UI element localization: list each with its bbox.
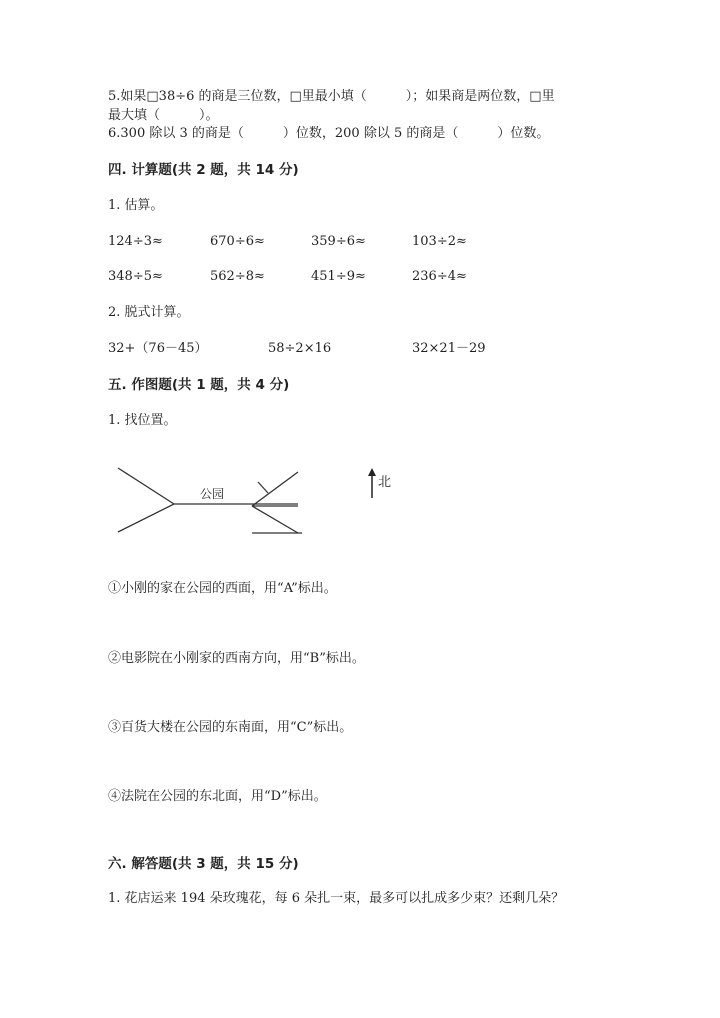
map-road [252, 506, 298, 533]
section-5-title: 五. 作图题(共 1 题，共 4 分) [108, 377, 290, 393]
north-label: 北 [378, 475, 392, 490]
question-6: 6.300 除以 3 的商是（ ）位数，200 除以 5 的商是（ ）位数。 [108, 126, 550, 141]
north-arrow-icon [368, 468, 376, 498]
estimate-item: 359÷6≈ [311, 234, 366, 249]
locate-label: 1. 找位置。 [108, 413, 177, 428]
map-road [118, 468, 174, 504]
word-problem-1: 1. 花店运来 194 朵玫瑰花，每 6 朵扎一束，最多可以扎成多少束？还剩几朵？ [108, 891, 565, 906]
estimate-item: 451÷9≈ [311, 269, 366, 284]
task-item-c: ③百货大楼在公园的东南面，用“C”标出。 [108, 720, 353, 735]
estimate-item: 562÷8≈ [210, 269, 265, 284]
estimate-label: 1. 估算。 [108, 198, 164, 213]
estimate-item: 103÷2≈ [412, 234, 467, 249]
question-5-line-1: 5.如果□38÷6 的商是三位数，□里最小填（ ）；如果商是两位数，□里 [108, 89, 555, 104]
estimate-item: 348÷5≈ [108, 269, 163, 284]
park-map [100, 460, 420, 550]
map-road [118, 504, 174, 532]
section-6-title: 六. 解答题(共 3 题，共 15 分) [108, 856, 299, 872]
estimate-item: 670÷6≈ [210, 234, 265, 249]
calc-label: 2. 脱式计算。 [108, 305, 190, 320]
map-road [252, 472, 298, 506]
task-item-a: ①小刚的家在公园的西面，用“A”标出。 [108, 581, 337, 596]
question-5-line-2: 最大填（ ）。 [108, 108, 219, 123]
calc-item: 58÷2×16 [268, 341, 332, 356]
calc-item: 32+（76－45） [108, 341, 208, 356]
task-item-d: ④法院在公园的东北面，用“D”标出。 [108, 789, 327, 804]
map-road [258, 482, 268, 493]
calc-item: 32×21－29 [412, 341, 486, 356]
task-item-b: ②电影院在小刚家的西南方向，用“B”标出。 [108, 651, 365, 666]
estimate-item: 124÷3≈ [108, 234, 163, 249]
section-4-title: 四. 计算题(共 2 题，共 14 分) [108, 162, 299, 178]
park-label: 公园 [200, 487, 225, 501]
estimate-item: 236÷4≈ [412, 269, 467, 284]
